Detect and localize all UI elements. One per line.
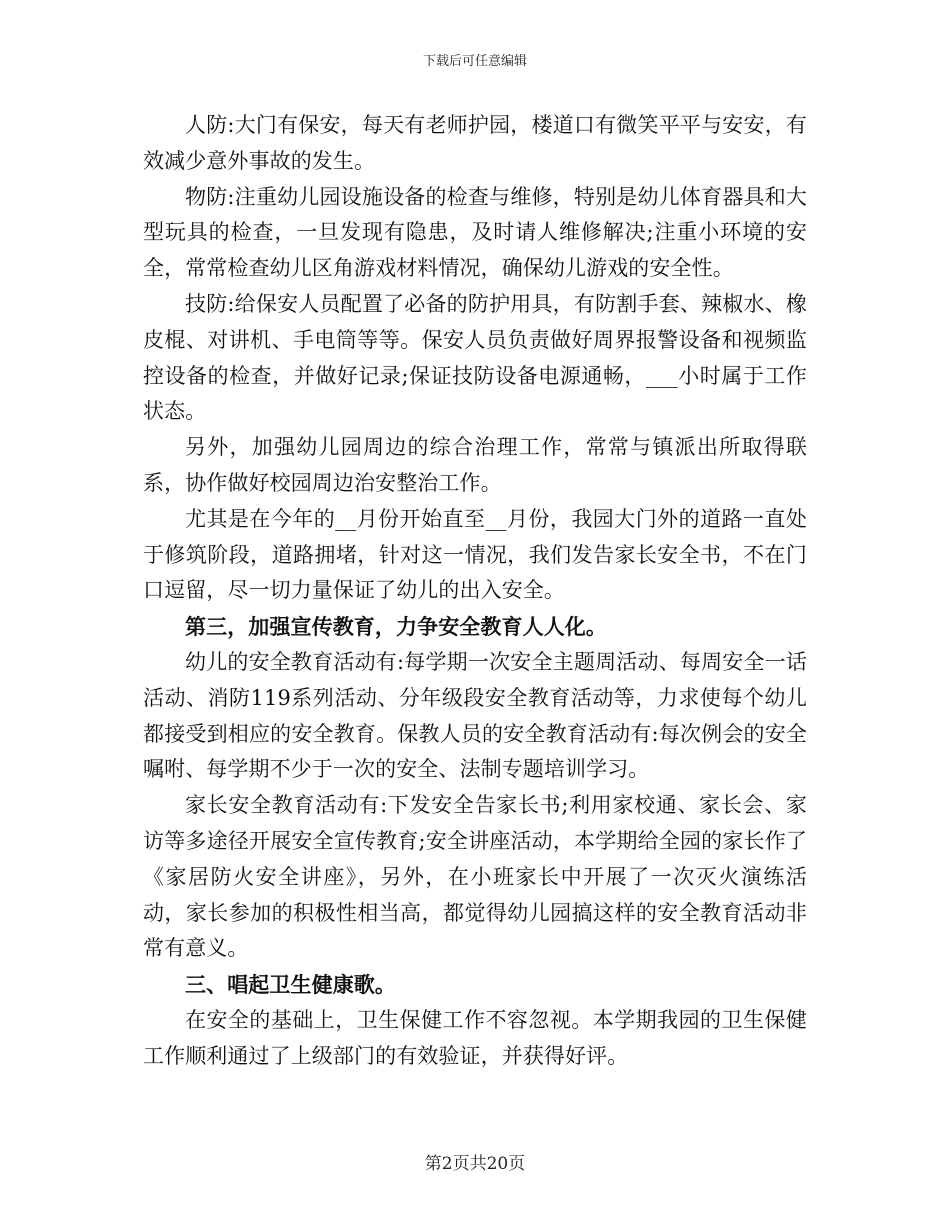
paragraph-health-care: 在安全的基础上，卫生保健工作不容忽视。本学期我园的卫生保健工作顺利通过了上级部门的有效验证，并获得好评。 [143,1007,807,1068]
paragraph-personnel-defense: 人防:大门有保安，每天有老师护园，楼道口有微笑平平与安安，有效减少意外事故的发生。 [143,113,807,173]
page-header: 下载后可任意编辑 [422,54,527,69]
paragraph-surroundings: 另外，加强幼儿园周边的综合治理工作，常常与镇派出所取得联系，协作做好校园周边治安整治工作。 [143,435,807,495]
section-heading-health: 三、唱起卫生健康歌。 [185,972,396,998]
section-heading-publicity: 第三，加强宣传教育，力争安全教育人人化。 [185,614,607,640]
paragraph-child-education: 幼儿的安全教育活动有:每学期一次安全主题周活动、每周安全一话活动、消防119系列活动、分年级段安全教育活动等，力求使每个幼儿都接受到相应的安全教育。保教人员的安全教育活动有:每次例会的安全嘱咐、每学期不少于一次的安全、法制专题培训学习。 [143,649,807,782]
paragraph-road-construction: 尤其是在今年的__月份开始直至__月份，我园大门外的道路一直处于修筑阶段，道路拥堵，针对这一情况，我们发告家长安全书，不在门口逗留，尽一切力量保证了幼儿的出入安全。 [143,506,807,603]
page-number-footer: 第2页共20页 [424,1154,526,1174]
paragraph-parent-education: 家长安全教育活动有:下发安全告家长书;利用家校通、家长会、家访等多途径开展安全宣传教育;安全讲座活动，本学期给全园的家长作了《家居防火安全讲座》，另外，在小班家长中开展了一次灭火演练活动，家长参加的积极性相当高，都觉得幼儿园搞这样的安全教育活动非常有意义。 [143,793,807,961]
paragraph-technical-defense: 技防:给保安人员配置了必备的防护用具，有防割手套、辣椒水、橡皮棍、对讲机、手电筒等等。保安人员负责做好周界报警设备和视频监控设备的检查，并做好记录;保证技防设备电源通畅，___小时属于工作状态。 [143,291,807,424]
paragraph-physical-defense: 物防:注重幼儿园设施设备的检查与维修，特别是幼儿体育器具和大型玩具的检查，一旦发现有隐患，及时请人维修解决;注重小环境的安全，常常检查幼儿区角游戏材料情况，确保幼儿游戏的安全性。 [143,184,807,281]
document-body [143,108,807,1075]
